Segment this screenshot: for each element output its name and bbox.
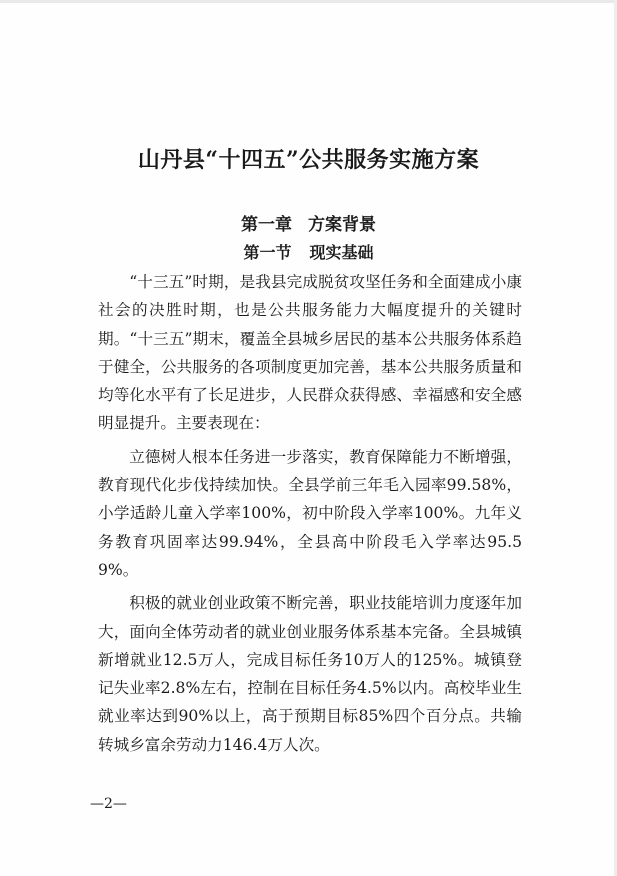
chapter-heading [0,210,617,235]
chapter-number: 第一章 [241,215,292,235]
paragraph-overview: “十三五”时期，是我县完成脱贫攻坚任务和全面建成小康社会的决胜时期，也是公共服务能力大幅度提升的关键时期。“十三五”期末，覆盖全县城乡居民的基本公共服务体系趋于健全，公共服务的各项制度更加完善，基本公共服务质量和均等化水平有了长足进步，人民群众获得感、幸福感和安全感明显提升。主要表现在： [98,273,522,433]
section-name: 现实基础 [309,243,374,262]
paragraph-education: 立德树人根本任务进一步落实，教育保障能力不断增强，教育现代化步伐持续加快。全县学前三年毛入园率99.58%，小学适龄儿童入学率100%，初中阶段入学率100%。九年义务教育巩固率达99.94%，全县高中阶段毛入学率达95.59%。 [98,447,522,579]
section-heading [0,240,617,263]
section-number: 第一节 [243,243,292,262]
document-title: 山丹县“十四五”公共服务实施方案 [137,147,480,173]
scan-edge-top [0,0,617,3]
paragraph-employment: 积极的就业创业政策不断完善，职业技能培训力度逐年加大，面向全体劳动者的就业创业服务体系基本完备。全县城镇新增就业12.5万人，完成目标任务10万人的125%。城镇登记失业率2.8%左右，控制在目标任务4.5%以内。高校毕业生就业率达到90%以上，高于预期目标85%四个百分点。共输转城乡富余劳动力146.4万人次。 [98,594,522,754]
chapter-name: 方案背景 [308,215,376,235]
page-number: —2— [90,796,127,812]
body-text [98,268,522,759]
